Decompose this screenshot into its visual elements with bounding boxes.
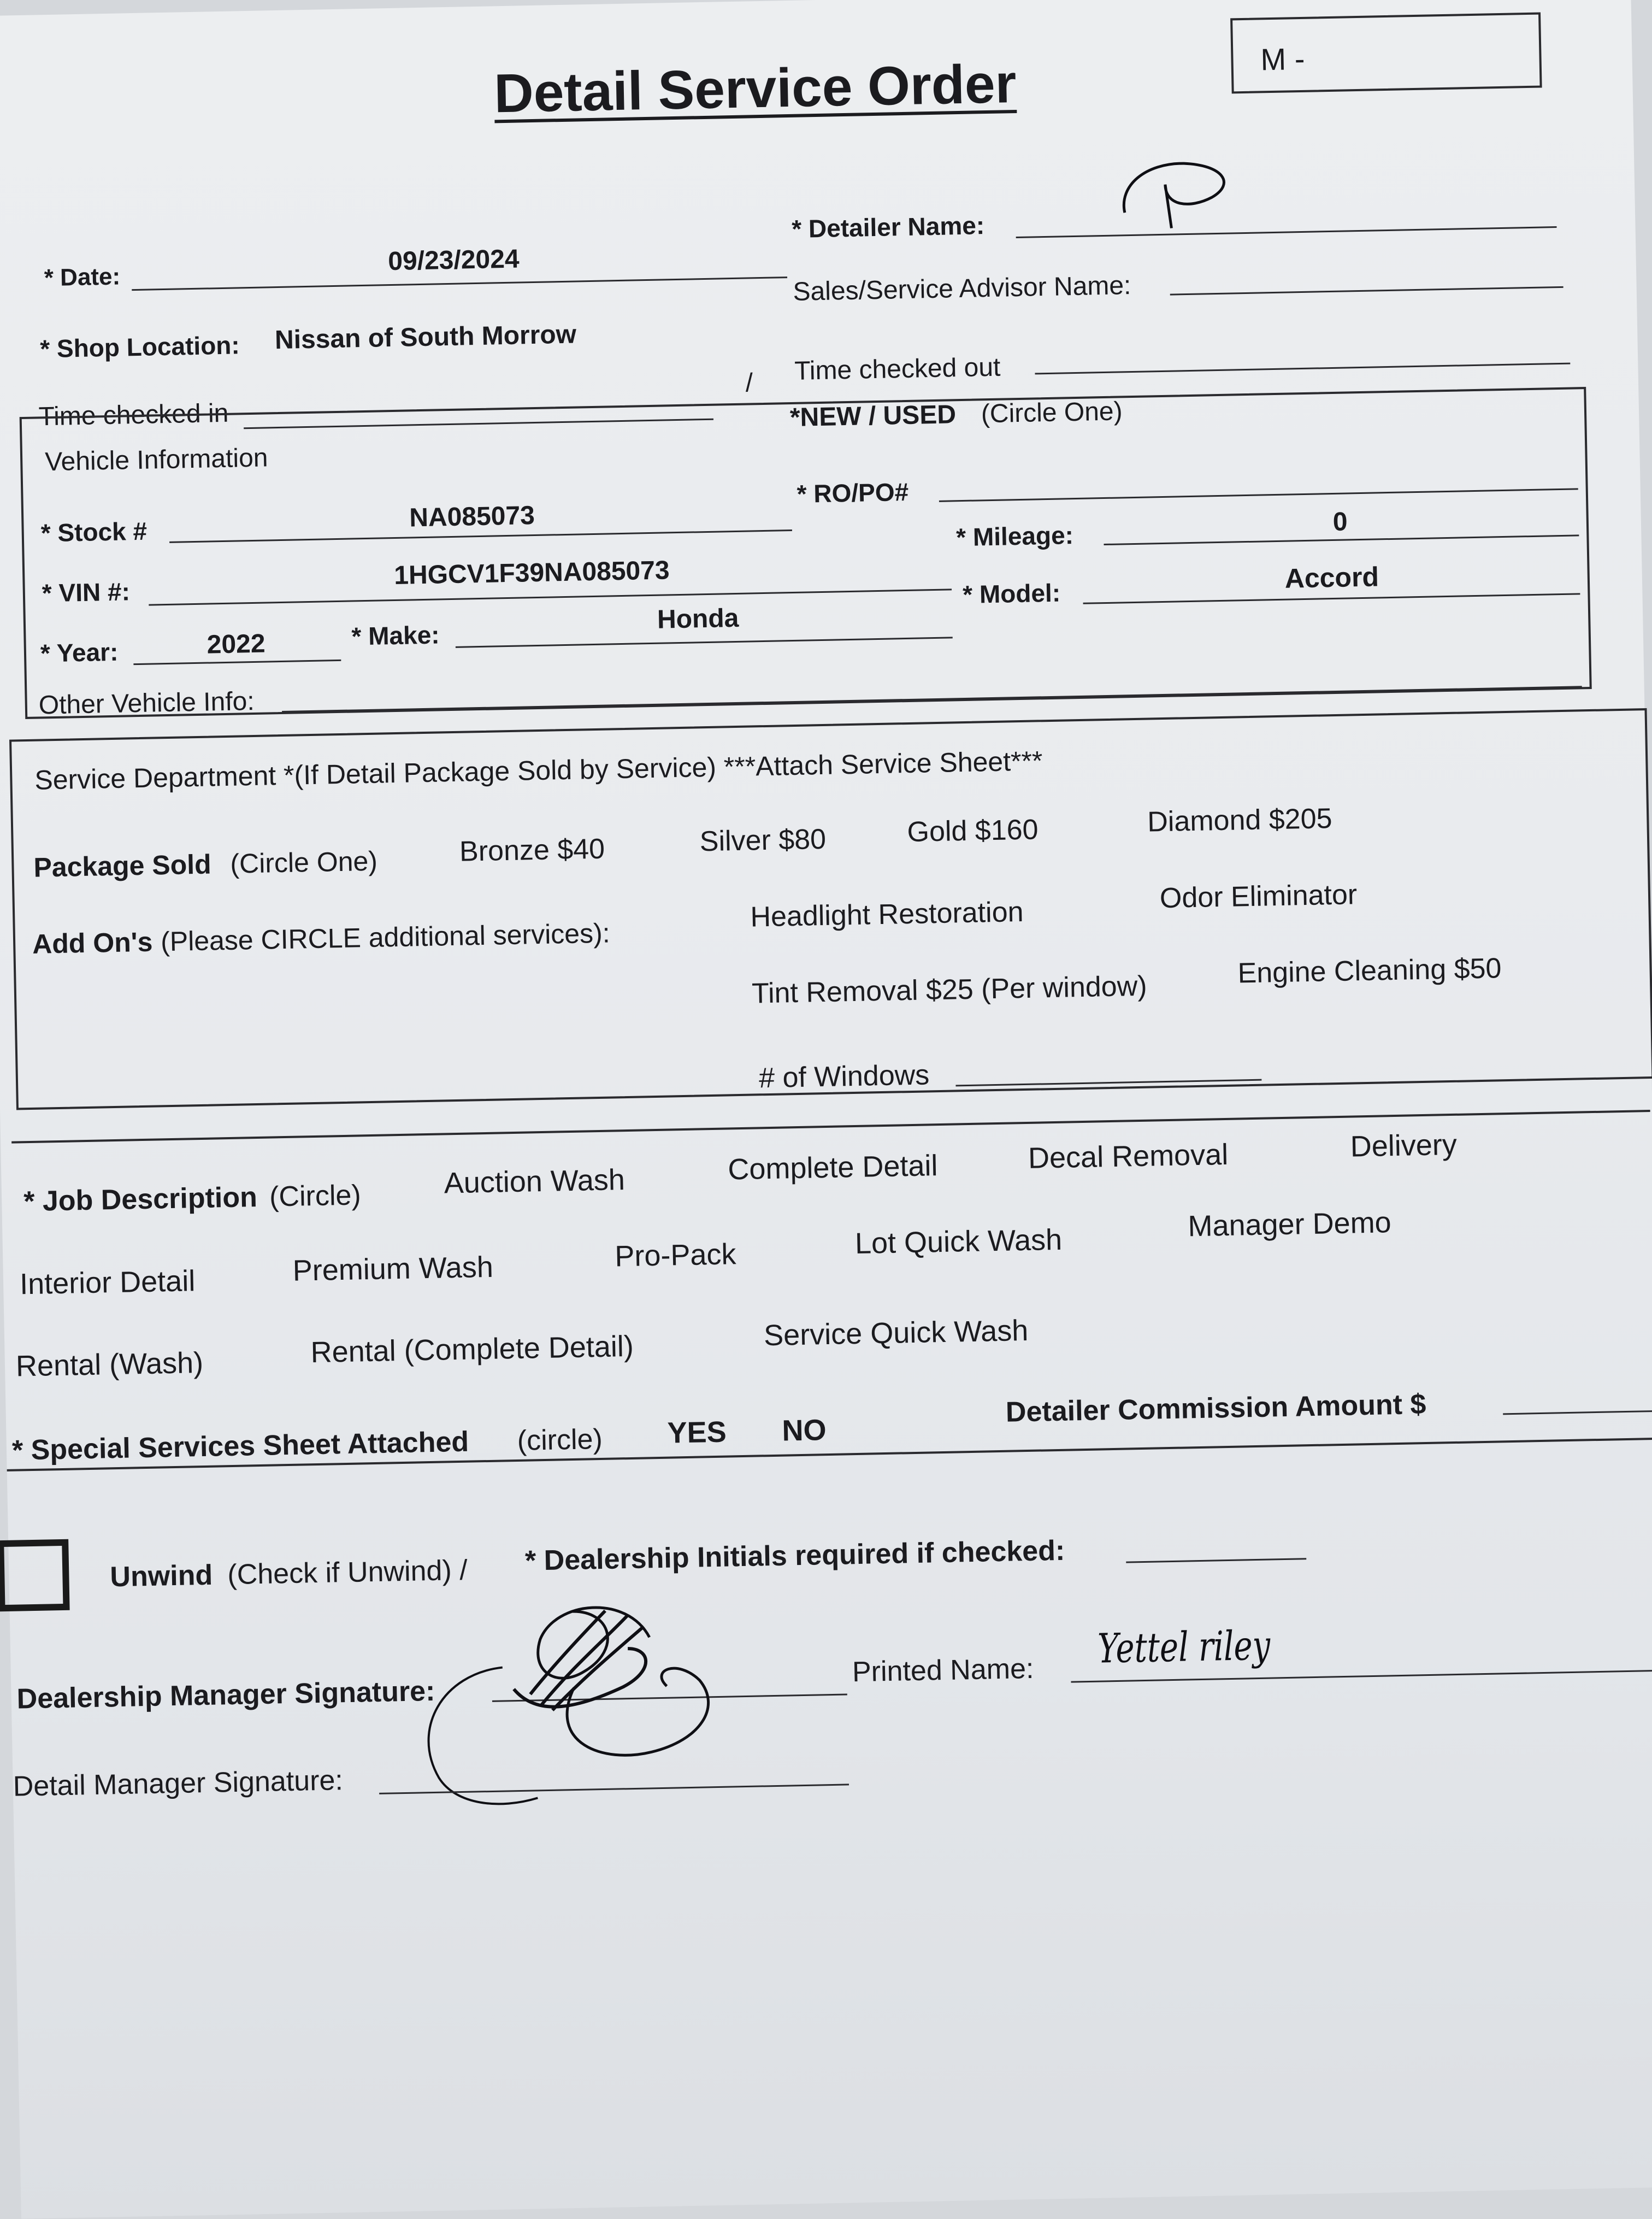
date-field[interactable] xyxy=(132,276,787,291)
job-description-hint: (Circle) xyxy=(269,1179,362,1213)
date-label: * Date: xyxy=(44,263,121,292)
date-value: 09/23/2024 xyxy=(387,244,520,276)
package-sold-hint: (Circle One) xyxy=(229,845,378,879)
package-gold[interactable]: Gold $160 xyxy=(907,814,1039,849)
ro-po-label: * RO/PO# xyxy=(796,477,909,508)
job-premium-wash[interactable]: Premium Wash xyxy=(292,1250,494,1287)
job-pro-pack[interactable]: Pro-Pack xyxy=(614,1238,736,1273)
year-value: 2022 xyxy=(206,629,266,660)
new-used-label: *NEW / USED xyxy=(789,400,957,433)
detail-manager-signature-label: Detail Manager Signature: xyxy=(13,1764,344,1803)
year-label: * Year: xyxy=(40,637,119,668)
other-info-label: Other Vehicle Info: xyxy=(38,686,255,720)
commission-field[interactable] xyxy=(1503,1410,1652,1415)
job-service-quick-wash[interactable]: Service Quick Wash xyxy=(763,1314,1029,1352)
addon-engine-cleaning[interactable]: Engine Cleaning $50 xyxy=(1237,952,1502,990)
unwind-checkbox[interactable] xyxy=(0,1539,70,1611)
job-interior-detail[interactable]: Interior Detail xyxy=(19,1264,196,1301)
printed-name-value: Yettel riley xyxy=(1097,1622,1271,1673)
package-sold-label: Package Sold xyxy=(33,849,212,883)
addon-odor-eliminator[interactable]: Odor Eliminator xyxy=(1159,879,1358,915)
package-diamond[interactable]: Diamond $205 xyxy=(1147,803,1333,838)
detailer-name-label: * Detailer Name: xyxy=(791,211,985,243)
make-label: * Make: xyxy=(351,620,440,651)
special-no-option[interactable]: NO xyxy=(781,1414,827,1447)
advisor-field[interactable] xyxy=(1170,286,1564,296)
printed-name-label: Printed Name: xyxy=(852,1652,1034,1688)
order-number-box[interactable] xyxy=(1230,13,1542,94)
advisor-label: Sales/Service Advisor Name: xyxy=(793,271,1131,307)
addons-hint: (Please CIRCLE additional services): xyxy=(160,917,611,957)
unwind-label: Unwind xyxy=(109,1559,213,1593)
job-decal-removal[interactable]: Decal Removal xyxy=(1028,1138,1229,1175)
shop-location-label: * Shop Location: xyxy=(39,331,240,363)
package-bronze[interactable]: Bronze $40 xyxy=(459,833,605,868)
special-services-hint: (circle) xyxy=(517,1423,603,1457)
job-rental-complete-detail[interactable]: Rental (Complete Detail) xyxy=(310,1329,634,1369)
time-out-field[interactable] xyxy=(1035,363,1570,375)
vin-label: * VIN #: xyxy=(42,577,131,608)
dealership-manager-signature xyxy=(392,1575,789,1812)
time-separator: / xyxy=(745,368,753,398)
job-description-label: * Job Description xyxy=(23,1181,258,1218)
windows-label: # of Windows xyxy=(758,1059,930,1094)
job-manager-demo[interactable]: Manager Demo xyxy=(1187,1206,1392,1243)
special-services-label: * Special Services Sheet Attached xyxy=(11,1426,469,1467)
job-complete-detail[interactable]: Complete Detail xyxy=(727,1149,939,1186)
commission-label: Detailer Commission Amount $ xyxy=(1005,1388,1426,1428)
detailer-initials-mark xyxy=(1113,150,1240,234)
dealership-initials-field[interactable] xyxy=(1126,1558,1306,1563)
printed-name-field[interactable] xyxy=(1071,1670,1652,1683)
job-delivery[interactable]: Delivery xyxy=(1350,1128,1458,1163)
vin-value: 1HGCV1F39NA085073 xyxy=(393,556,670,590)
shop-location-value: Nissan of South Morrow xyxy=(274,320,577,355)
vehicle-info-section xyxy=(20,387,1592,719)
make-value: Honda xyxy=(657,603,739,634)
model-label: * Model: xyxy=(962,578,1061,609)
time-in-label: Time checked in xyxy=(38,398,229,432)
time-out-label: Time checked out xyxy=(794,352,1001,386)
model-value: Accord xyxy=(1284,561,1379,594)
addon-tint-removal[interactable]: Tint Removal $25 (Per window) xyxy=(751,970,1148,1010)
job-rental-wash[interactable]: Rental (Wash) xyxy=(15,1346,204,1383)
stock-label: * Stock # xyxy=(40,516,148,548)
special-yes-option[interactable]: YES xyxy=(667,1415,727,1450)
stock-value: NA085073 xyxy=(409,501,535,533)
service-department-heading: Service Department *(If Detail Package Sold by Service) ***Attach Service Sheet*** xyxy=(34,745,1043,796)
dealership-manager-signature-label: Dealership Manager Signature: xyxy=(16,1675,435,1715)
order-number-prefix: M - xyxy=(1260,41,1305,77)
mileage-value: 0 xyxy=(1332,507,1348,537)
new-used-hint: (Circle One) xyxy=(981,397,1123,429)
mileage-label: * Mileage: xyxy=(955,521,1074,552)
addon-headlight-restoration[interactable]: Headlight Restoration xyxy=(750,896,1024,933)
unwind-hint: (Check if Unwind) / xyxy=(227,1554,468,1591)
job-auction-wash[interactable]: Auction Wash xyxy=(444,1163,626,1200)
form-title: Detail Service Order xyxy=(493,52,1017,125)
job-lot-quick-wash[interactable]: Lot Quick Wash xyxy=(854,1223,1063,1261)
dealership-initials-label: * Dealership Initials required if checked: xyxy=(524,1534,1065,1577)
vehicle-info-heading: Vehicle Information xyxy=(44,443,268,477)
detailer-name-field[interactable] xyxy=(1016,226,1557,238)
package-silver[interactable]: Silver $80 xyxy=(699,823,827,858)
addons-label: Add On's xyxy=(32,926,153,960)
